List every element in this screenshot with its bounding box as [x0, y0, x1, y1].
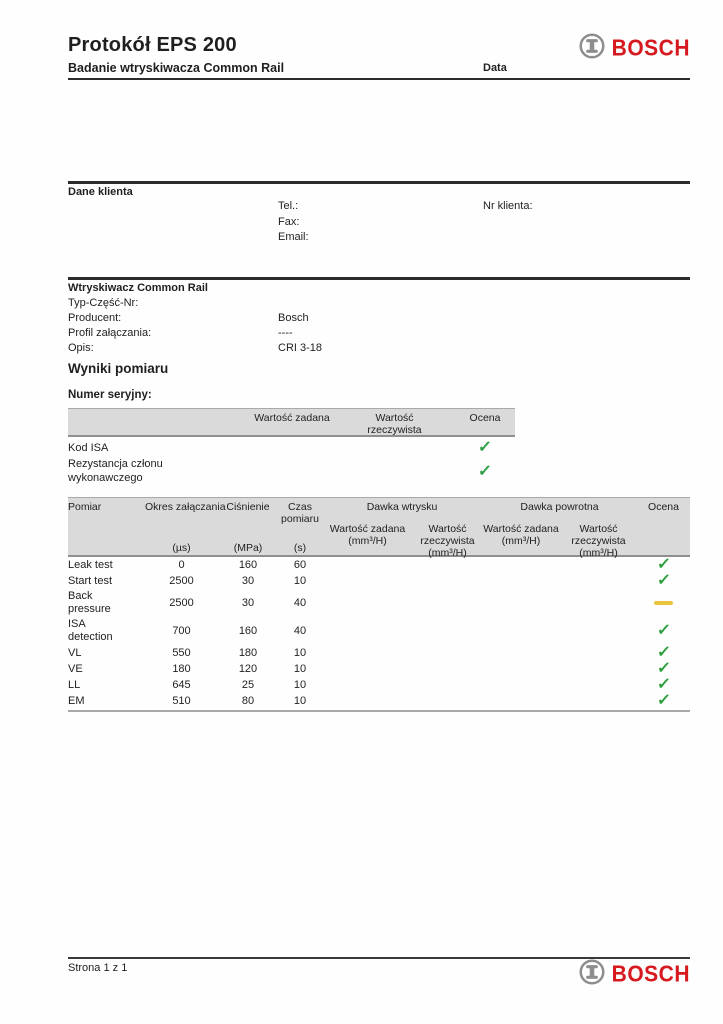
- subcol-wtrysk-zadana: Wartość zadana (mm³/H): [329, 523, 406, 547]
- bosch-logo: [579, 959, 690, 990]
- bosch-logo: [579, 33, 690, 64]
- summary-col-setpoint: Wartość zadana: [254, 412, 330, 424]
- subcol-powrot-zadana: Wartość zadana (mm³/H): [483, 523, 559, 547]
- col-dawka-wtrysku: Dawka wtrysku: [366, 501, 438, 513]
- table-row: VE 180 120 10 ✓: [68, 661, 690, 677]
- table-row: Start test 2500 30 10 ✓: [68, 573, 690, 589]
- summary-table: [68, 408, 515, 487]
- col-pomiar: Pomiar: [68, 501, 102, 513]
- summary-col-actual: Wartość rzeczywista: [367, 412, 422, 436]
- fax-label: Fax:: [278, 216, 300, 228]
- table-row: [68, 457, 515, 487]
- table-row: EM 510 80 10 ✓: [68, 693, 690, 709]
- measurement-table-body: [68, 557, 690, 712]
- bosch-emblem-icon: [579, 959, 605, 990]
- table-row: Back pressure 2500 30 40: [68, 589, 690, 617]
- page-number: Strona 1 z 1: [68, 962, 128, 974]
- check-icon: [637, 623, 690, 639]
- subcol-wtrysk-rzeczywista: Wartość rzeczywista (mm³/H): [420, 523, 475, 559]
- table-row: [68, 440, 515, 457]
- activation-profile-label: Profil załączania:: [68, 327, 152, 339]
- summary-col-result: Ocena: [469, 412, 501, 424]
- description-value: CRI 3-18: [278, 342, 323, 354]
- check-icon: [455, 464, 515, 480]
- unit-mpa: (MPa): [233, 542, 263, 554]
- injector-section-title: Wtryskiwacz Common Rail: [68, 282, 208, 294]
- section-divider: [68, 181, 690, 184]
- date-label: Data: [483, 62, 507, 74]
- dash-icon: [637, 601, 690, 605]
- table-row: Leak test 0 160 60 ✓: [68, 557, 690, 573]
- unit-s: (s): [293, 542, 307, 554]
- check-icon: [637, 661, 690, 677]
- email-label: Email:: [278, 231, 309, 243]
- description-label: Opis:: [68, 342, 94, 354]
- col-cisnienie: Ciśnienie: [226, 501, 270, 513]
- unit-us: (µs): [172, 542, 191, 554]
- col-czas: Czas pomiaru: [281, 501, 319, 525]
- measurement-table-header: [68, 497, 690, 557]
- manufacturer-value: Bosch: [278, 312, 309, 324]
- serial-number-label: Numer seryjny:: [68, 389, 152, 401]
- col-okres: Okres załączania: [145, 501, 226, 513]
- col-ocena: Ocena: [648, 501, 679, 513]
- table-row: ISA detection 700 160 40 ✓: [68, 617, 690, 645]
- check-icon: [637, 557, 690, 573]
- customer-number-label: Nr klienta:: [483, 200, 533, 212]
- measurement-table: [68, 497, 690, 712]
- header-divider: [68, 78, 690, 80]
- table-row: VL 550 180 10 ✓: [68, 645, 690, 661]
- summary-table-header: [68, 408, 515, 437]
- section-divider: [68, 277, 690, 280]
- page-title: Protokół EPS 200: [68, 34, 237, 56]
- page-subtitle: Badanie wtryskiwacza Common Rail: [68, 61, 285, 75]
- bosch-wordmark: BOSCH: [611, 962, 690, 987]
- check-icon: [637, 573, 690, 589]
- results-heading: Wyniki pomiaru: [68, 361, 169, 376]
- check-icon: [637, 677, 690, 693]
- subcol-powrot-rzeczywista: Wartość rzeczywista (mm³/H): [571, 523, 626, 559]
- table-row: LL 645 25 10 ✓: [68, 677, 690, 693]
- row-label: Kod ISA: [68, 441, 109, 454]
- tel-label: Tel.:: [278, 200, 299, 212]
- check-icon: [637, 693, 690, 709]
- row-label: Rezystancja członu wykonawczego: [68, 458, 163, 484]
- col-dawka-powrotna: Dawka powrotna: [520, 501, 599, 513]
- manufacturer-label: Producent:: [68, 312, 122, 324]
- activation-profile-value: ----: [278, 327, 293, 339]
- bosch-wordmark: BOSCH: [611, 36, 690, 61]
- check-icon: [455, 440, 515, 456]
- customer-section-title: Dane klienta: [68, 186, 133, 198]
- type-part-no-label: Typ-Część-Nr:: [68, 297, 139, 309]
- check-icon: [637, 645, 690, 661]
- bosch-emblem-icon: [579, 33, 605, 64]
